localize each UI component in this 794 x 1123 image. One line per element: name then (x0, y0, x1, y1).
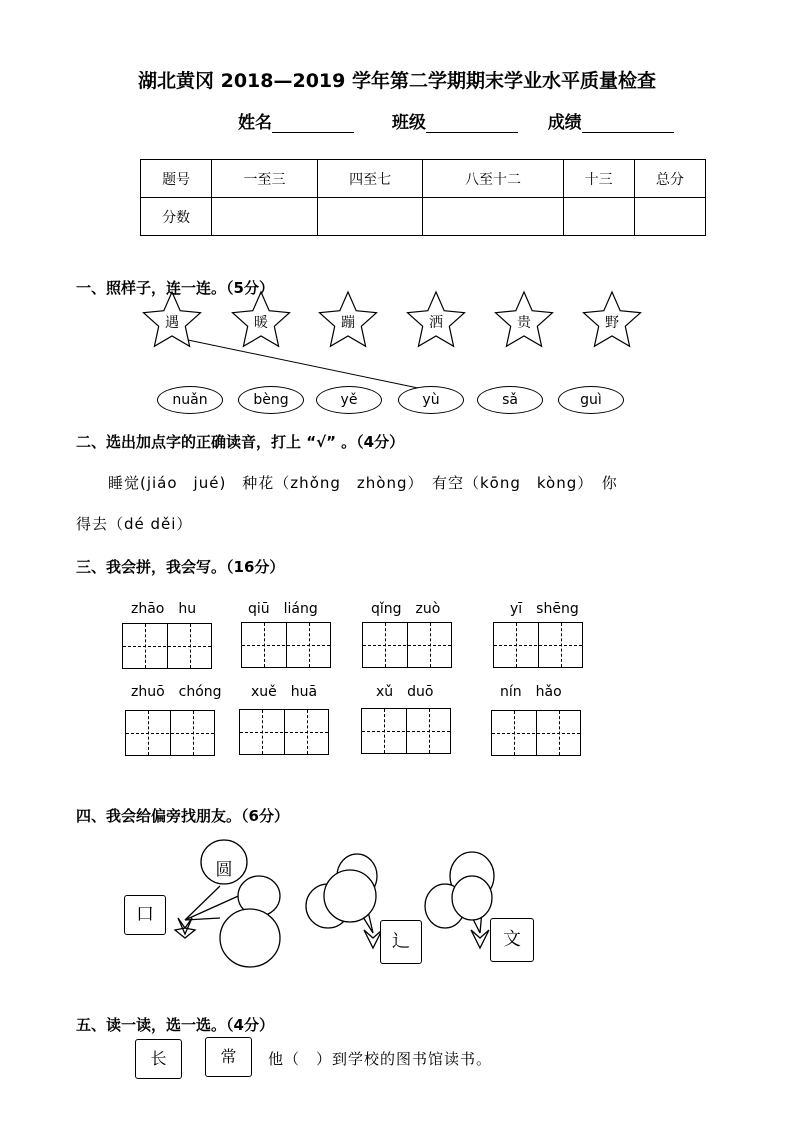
pinyin-prompt: xǔ duō (376, 684, 434, 700)
table-cell: 一至三 (212, 160, 318, 198)
pinyin-prompt: zhuō chóng (131, 684, 222, 700)
score-table-header-row (141, 160, 706, 198)
star-char: 野 (605, 315, 619, 331)
pinyin-prompt: qiū liáng (248, 601, 318, 617)
section2-question-line: 睡觉(jiáo jué) 种花（zhǒng zhòng） 有空（kōng kòng） 你 (108, 474, 618, 492)
table-cell: 总分 (634, 160, 705, 198)
pinyin-prompt: nín hǎo (500, 684, 562, 700)
option-box[interactable]: 常 (205, 1037, 252, 1077)
writing-grid[interactable] (362, 622, 452, 668)
score-input-cell[interactable] (563, 198, 634, 236)
pinyin-prompt: yī shēng (510, 601, 579, 617)
balloon-char: 圆 (215, 860, 233, 880)
class-label: 班级 (391, 113, 426, 133)
section5-heading: 五、读一读，选一选。（4分） (76, 1016, 274, 1034)
radical-box: 文 (490, 918, 534, 962)
pinyin-prompt: xuě huā (251, 684, 318, 700)
score-table-row (141, 198, 706, 236)
example-connect-line (188, 340, 418, 388)
balloon-icon (324, 870, 376, 922)
option-box[interactable]: 长 (135, 1039, 182, 1079)
name-blank[interactable] (272, 114, 354, 133)
score-input-cell[interactable] (212, 198, 318, 236)
table-cell: 分数 (141, 198, 212, 236)
radical-box: 口 (124, 895, 166, 935)
writing-grid[interactable] (239, 709, 329, 755)
pinyin-oval[interactable]: bèng (238, 386, 304, 414)
table-cell: 题号 (141, 160, 212, 198)
writing-grid[interactable] (493, 622, 583, 668)
score-blank[interactable] (582, 114, 674, 133)
score-input-cell[interactable] (634, 198, 705, 236)
radical-box: 辶 (380, 920, 422, 964)
balloon-icon (220, 909, 280, 967)
section2-question-line: 得去（dé děi） (76, 515, 193, 533)
name-label: 姓名 (238, 113, 272, 133)
table-cell: 十三 (563, 160, 634, 198)
writing-grid[interactable] (241, 622, 331, 668)
section1-heading: 一、照样子，连一连。（5分） (76, 279, 274, 297)
pinyin-oval[interactable]: nuǎn (157, 386, 223, 414)
section4-heading: 四、我会给偏旁找朋友。（6分） (76, 807, 289, 825)
pinyin-oval[interactable]: guì (558, 386, 624, 414)
balloon-icon (452, 876, 492, 920)
section2-heading: 二、选出加点字的正确读音，打上 “√” 。（4分） (76, 433, 405, 451)
pinyin-prompt: zhāo hu (131, 601, 197, 617)
star-char: 遇 (165, 315, 179, 331)
section5-sentence: 他（ ）到学校的图书馆读书。 (268, 1050, 493, 1068)
writing-grid[interactable] (122, 623, 212, 669)
section3-heading: 三、我会拼，我会写。（16分） (76, 558, 285, 576)
pinyin-oval[interactable]: yě (316, 386, 382, 414)
score-table (140, 159, 706, 236)
writing-grid[interactable] (125, 710, 215, 756)
table-cell: 八至十二 (423, 160, 563, 198)
score-input-cell[interactable] (317, 198, 423, 236)
star-icon (144, 292, 641, 346)
pinyin-oval[interactable]: sǎ (477, 386, 543, 414)
pinyin-prompt: qǐng zuò (371, 601, 441, 617)
star-char: 贵 (517, 315, 531, 331)
star-char: 蹦 (341, 315, 355, 331)
writing-grid[interactable] (361, 708, 451, 754)
page-title: 湖北黄冈 2018—2019 学年第二学期期末学业水平质量检查 (138, 70, 656, 92)
star-char: 暖 (254, 315, 268, 331)
class-blank[interactable] (426, 114, 518, 133)
score-label: 成绩 (547, 113, 582, 133)
bow-icon (175, 918, 195, 938)
table-cell: 四至七 (317, 160, 423, 198)
balloon-illustration (120, 838, 540, 978)
star-char: 洒 (429, 315, 443, 331)
score-input-cell[interactable] (423, 198, 563, 236)
student-info (238, 108, 674, 133)
writing-grid[interactable] (491, 710, 581, 756)
pinyin-oval[interactable]: yù (398, 386, 464, 414)
